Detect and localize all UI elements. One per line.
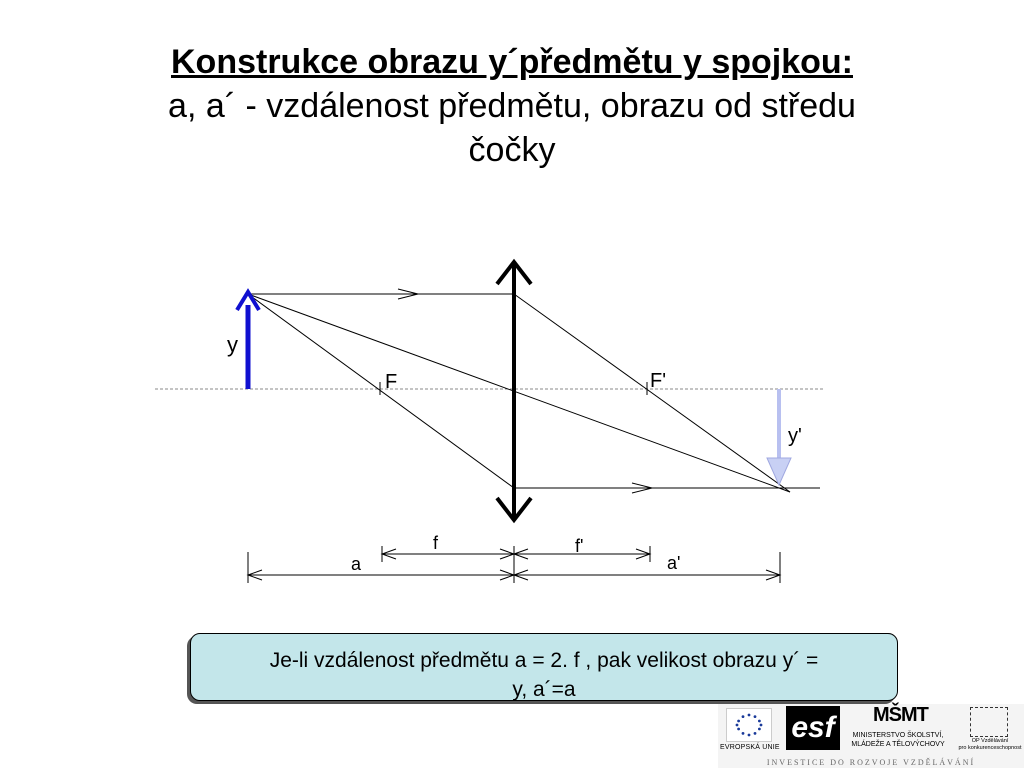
eu-label: EVROPSKÁ UNIE	[720, 744, 780, 751]
msmt-text-line-2: MLÁDEŽE A TĚLOVÝCHOVY	[851, 741, 945, 748]
ray-center	[248, 294, 790, 492]
op-text	[956, 738, 1024, 752]
ray-focal	[248, 294, 514, 488]
title-main: Konstrukce obrazu y´předmětu y spojkou:	[171, 43, 853, 81]
light-rays	[248, 289, 820, 493]
msmt-logo: MŠMT	[873, 704, 928, 726]
dimension-lines	[248, 546, 780, 583]
object-label: y	[227, 332, 238, 357]
focus-left-label: F	[385, 371, 398, 393]
msmt-text	[850, 731, 946, 749]
op-text-line-2: pro konkurenceschopnost	[958, 745, 1022, 751]
note-line-1: Je-li vzdálenost předmětu a = 2. f , pak velikost obrazu y´ =	[269, 649, 819, 672]
footer-logos	[718, 704, 1024, 768]
note-box	[190, 633, 898, 701]
dim-f-label: f	[433, 533, 439, 553]
dim-f-prime-label: f'	[575, 536, 584, 556]
ray-parallel-refracted	[514, 294, 790, 492]
title-line-2: a, a´ - vzdálenost předmětu, obrazu od středu	[168, 87, 856, 125]
dim-a-prime-label: a'	[667, 553, 681, 573]
image-label: y'	[788, 425, 802, 447]
note-line-2: y, a´=a	[512, 678, 576, 701]
eu-flag-icon	[726, 708, 772, 742]
esf-logo: esf	[786, 706, 840, 750]
op-text-line-1: OP Vzdělávání	[971, 738, 1009, 744]
msmt-text-line-1: MINISTERSTVO ŠKOLSTVÍ,	[852, 732, 944, 739]
footer-band: INVESTICE DO ROZVOJE VZDĚLÁVÁNÍ	[766, 758, 976, 767]
object-arrow	[237, 292, 259, 389]
dim-a-label: a	[351, 554, 362, 574]
title-line-3: čočky	[468, 131, 556, 169]
op-logo-icon	[970, 707, 1008, 737]
focus-right-label: F'	[650, 370, 667, 392]
